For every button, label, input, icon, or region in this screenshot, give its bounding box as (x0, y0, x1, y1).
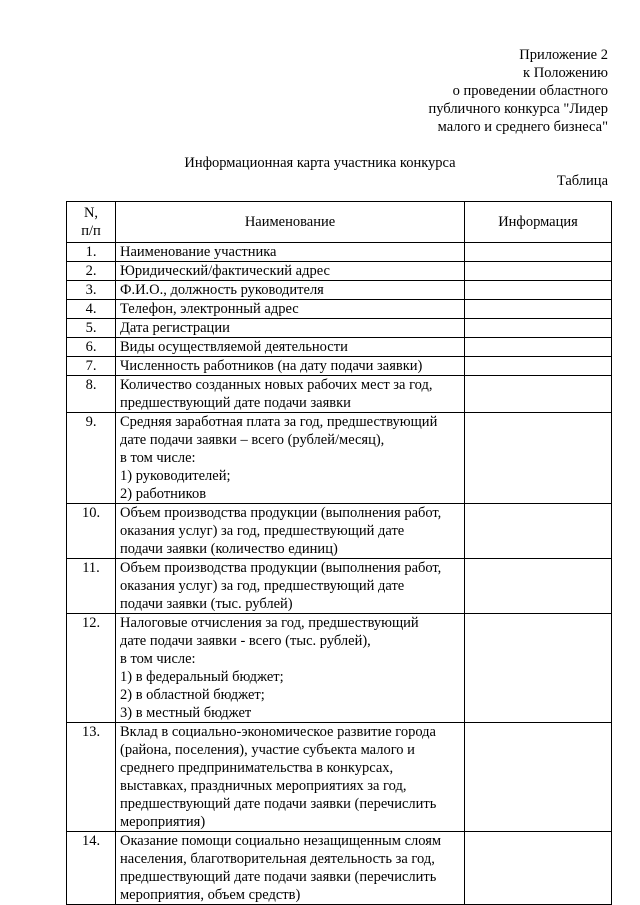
row-info-cell[interactable] (465, 338, 612, 357)
table-row (67, 319, 612, 338)
row-info-cell[interactable] (465, 357, 612, 376)
row-name (116, 281, 465, 300)
row-name-line: дате подачи заявки – всего (рублей/месяц), (120, 432, 385, 448)
row-name-line: Наименование участника (120, 244, 277, 260)
row-number: 5. (67, 319, 116, 338)
row-name-line: среднего предпринимательства в конкурсах, (120, 760, 394, 776)
row-name (116, 357, 465, 376)
row-info-cell[interactable] (465, 281, 612, 300)
row-info-cell[interactable] (465, 559, 612, 614)
row-info-cell[interactable] (465, 723, 612, 832)
table-row (67, 614, 612, 723)
row-number: 8. (67, 376, 116, 413)
appendix-line: о проведении областного (452, 83, 608, 99)
row-info-cell[interactable] (465, 262, 612, 281)
row-info-cell[interactable] (465, 376, 612, 413)
header-info: Информация (465, 202, 612, 243)
row-name (116, 338, 465, 357)
appendix-line: Приложение 2 (519, 47, 608, 63)
row-name-line: выставках, праздничных мероприятиях за год, (120, 778, 407, 794)
table-row (67, 357, 612, 376)
row-name-line: предшествующий дате подачи заявки (перечислить (120, 869, 437, 885)
appendix-line: малого и среднего бизнеса" (437, 119, 608, 135)
row-name-line: 3) в местный бюджет (120, 705, 252, 721)
row-name-line: населения, благотворительная деятельность за год, (120, 851, 435, 867)
row-name-line: Юридический/фактический адрес (120, 263, 330, 279)
row-info-cell[interactable] (465, 300, 612, 319)
row-name-line: Налоговые отчисления за год, предшествующий (120, 615, 419, 631)
row-name-line: дате подачи заявки - всего (тыс. рублей), (120, 633, 371, 649)
row-name-line: мероприятия) (120, 814, 206, 830)
row-name-line: Численность работников (на дату подачи заявки) (120, 358, 423, 374)
row-name-line: 1) руководителей; (120, 468, 231, 484)
table-row (67, 413, 612, 504)
table-label: Таблица (556, 173, 608, 189)
row-name-line: Дата регистрации (120, 320, 230, 336)
table-row (67, 559, 612, 614)
table-row (67, 338, 612, 357)
row-number: 1. (67, 243, 116, 262)
row-name-line: Вклад в социально-экономическое развитие города (120, 724, 436, 740)
row-name-line: мероприятия, объем средств) (120, 887, 301, 903)
row-info-cell[interactable] (465, 319, 612, 338)
row-name (116, 832, 465, 905)
row-name-line: подачи заявки (количество единиц) (120, 541, 338, 557)
row-name-line: Количество созданных новых рабочих мест за год, (120, 377, 433, 393)
header-number-line: п/п (81, 223, 101, 239)
row-name-line: 2) в областной бюджет; (120, 687, 265, 703)
row-name-line: Объем производства продукции (выполнения работ, (120, 560, 442, 576)
row-name (116, 504, 465, 559)
row-name-line: в том числе: (120, 651, 196, 667)
row-name (116, 559, 465, 614)
row-name-line: Объем производства продукции (выполнения работ, (120, 505, 442, 521)
row-number: 14. (67, 832, 116, 905)
row-info-cell[interactable] (465, 832, 612, 905)
table-row (67, 376, 612, 413)
row-name-line: оказания услуг) за год, предшествующий дате (120, 523, 405, 539)
row-number: 13. (67, 723, 116, 832)
row-number: 6. (67, 338, 116, 357)
row-number: 12. (67, 614, 116, 723)
table-row (67, 723, 612, 832)
row-name (116, 300, 465, 319)
row-name-line: оказания услуг) за год, предшествующий дате (120, 578, 405, 594)
row-name-line: Телефон, электронный адрес (120, 301, 299, 317)
row-number: 10. (67, 504, 116, 559)
row-name-line: 1) в федеральный бюджет; (120, 669, 284, 685)
row-name-line: предшествующий дате подачи заявки (120, 395, 351, 411)
participant-info-table (66, 201, 612, 905)
row-name-line: Виды осуществляемой деятельности (120, 339, 348, 355)
row-number: 9. (67, 413, 116, 504)
appendix-line: публичного конкурса "Лидер (428, 101, 608, 117)
row-name (116, 723, 465, 832)
table-row (67, 281, 612, 300)
row-info-cell[interactable] (465, 243, 612, 262)
appendix-reference (428, 46, 608, 136)
header-number (67, 202, 116, 243)
row-number: 3. (67, 281, 116, 300)
table-header-row (67, 202, 612, 243)
row-info-cell[interactable] (465, 614, 612, 723)
table-row (67, 504, 612, 559)
appendix-line: к Положению (523, 65, 608, 81)
row-name-line: в том числе: (120, 450, 196, 466)
row-name-line: (района, поселения), участие субъекта малого и (120, 742, 415, 758)
row-number: 4. (67, 300, 116, 319)
table-row (67, 832, 612, 905)
row-name (116, 262, 465, 281)
header-number-line: N, (83, 205, 99, 221)
row-name-line: предшествующий дате подачи заявки (перечислить (120, 796, 437, 812)
row-number: 11. (67, 559, 116, 614)
row-info-cell[interactable] (465, 504, 612, 559)
row-name-line: Средняя заработная плата за год, предшествующий (120, 414, 438, 430)
row-name (116, 319, 465, 338)
row-name-line: Оказание помощи социально незащищенным слоям (120, 833, 442, 849)
table-row (67, 300, 612, 319)
row-number: 2. (67, 262, 116, 281)
row-name (116, 413, 465, 504)
row-name-line: подачи заявки (тыс. рублей) (120, 596, 293, 612)
header-name: Наименование (116, 202, 465, 243)
row-name (116, 243, 465, 262)
table-row (67, 262, 612, 281)
row-name-line: Ф.И.О., должность руководителя (120, 282, 324, 298)
table-row (67, 243, 612, 262)
row-info-cell[interactable] (465, 413, 612, 504)
row-name (116, 614, 465, 723)
row-name (116, 376, 465, 413)
row-number: 7. (67, 357, 116, 376)
row-name-line: 2) работников (120, 486, 207, 502)
document-title: Информационная карта участника конкурса (184, 155, 456, 171)
